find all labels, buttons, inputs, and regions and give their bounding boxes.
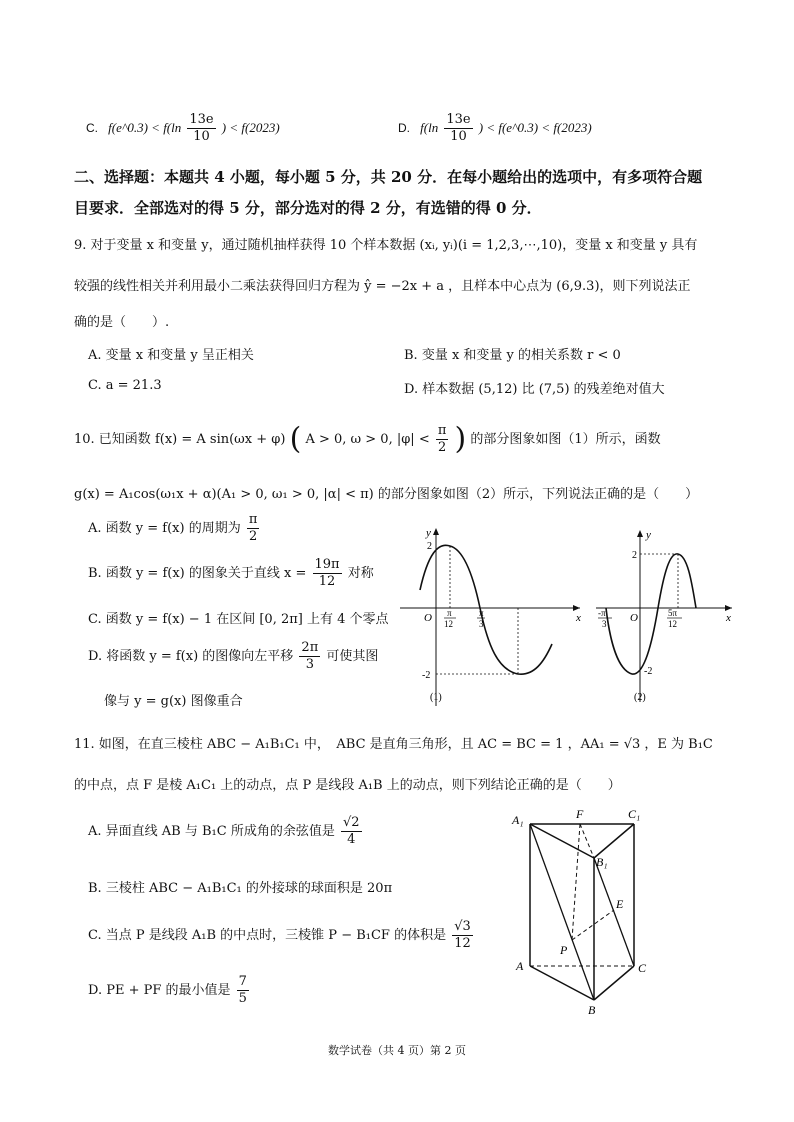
q9-line1: 9. 对于变量 x 和变量 y，通过随机抽样获得 10 个样本数据 (xᵢ, yᵢ)(i = 1,2,3,⋯,10)，变量 x 和变量 y 具有 [74,238,698,253]
q10-option-a-den: 2 [248,529,258,544]
q11-option-a-num: √2 [342,815,360,830]
graph1-x-label: x [576,612,581,624]
graph1-tick-y-top: 2 [427,541,432,552]
q10-graph-2 [592,524,738,708]
q10-line1-frac [436,423,449,456]
graph2-caption: (2) [634,692,646,703]
graph2-x-label: x [726,612,731,624]
q8-option-c-frac-den: 10 [193,129,210,144]
edge-a-b [530,966,594,1000]
edge-b-c [594,966,634,1000]
q10-option-d [88,640,378,673]
q11-option-d-den: 5 [238,991,247,1006]
q10-option-b-right: 对称 [347,566,374,581]
segment-a1-b [530,824,594,1000]
q10-line1-left: 10. 已知函数 f(x) = A sin(ωx + φ) [74,432,286,447]
q9-option-a: A. 变量 x 和变量 y 呈正相关 [88,348,254,363]
q10-option-c: C. 函数 y = f(x) − 1 在区间 [0, 2π] 上有 4 个零点 [88,612,389,627]
q9-option-d: D. 样本数据 (5,12) 比 (7,5) 的残差绝对值大 [404,382,665,397]
q10-line1-cond: A > 0, ω > 0, |φ| < [305,432,430,447]
q10-line1 [74,423,661,456]
q11-prism-figure [508,806,668,1020]
graph2-y-arrow [637,530,643,537]
q10-option-a-left: A. 函数 y = f(x) 的周期为 [88,521,241,536]
graph1-caption: (1) [430,692,442,703]
q10-option-d-line2: 像与 y = g(x) 图像重合 [104,694,243,709]
q10-option-d-num: 2π [301,640,319,655]
q10-line1-right: 的部分图象如图（1）所示，函数 [470,432,661,447]
page-footer: 数学试卷（共 4 页）第 2 页 [328,1044,466,1057]
q9-line2: 较强的线性相关并利用最小二乘法获得回归方程为 ŷ = −2x + a ，且样本中心点为 (6,9.3)，则下列说法正 [74,279,691,294]
q10-option-b-num: 19π [314,557,340,572]
q11-option-c-num: √3 [454,919,471,934]
graph1-y-label: y [426,527,431,539]
q11-option-c-frac [452,919,473,952]
q11-option-a [88,815,364,848]
label-b: B [588,1003,596,1017]
q10-graph-1 [396,524,588,708]
graph1-tick-x2-den: 3 [479,619,484,629]
q8-option-d [398,112,592,145]
q11-option-a-den: 4 [347,832,356,847]
q11-option-d-left: D. PE + PF 的最小值是 [88,983,231,998]
q8-option-c-frac-num: 13e [189,112,214,127]
graph1-origin: O [424,612,432,624]
q11-option-c-left: C. 当点 P 是线段 A₁B 的中点时，三棱锥 P − B₁CF 的体积是 [88,928,447,943]
q11-option-d [88,974,251,1007]
q8-option-c-expr-left: f(e^0.3) < f(ln [108,120,182,135]
q11-option-a-frac [341,815,362,848]
q8-option-c-expr-right: ) < f(2023) [221,120,280,135]
graph2-y-label: y [646,529,651,541]
q9-option-c: C. a = 21.3 [88,378,162,393]
graph1-tick-x2-num: π [479,608,484,618]
graph2-tick-xneg-num: -π [598,608,606,618]
label-e: E [616,897,624,911]
q8-option-d-frac [444,112,472,145]
q11-line2: 的中点，点 F 是棱 A₁C₁ 上的动点，点 P 是线段 A₁B 上的动点，则下列结论正确的是（ ） [74,778,621,793]
graph2-tick-y-top: 2 [632,550,637,561]
q10-option-b-frac [313,557,342,590]
q10-option-a-frac [247,512,260,545]
q10-option-b-left: B. 函数 y = f(x) 的图象关于直线 x = [88,566,307,581]
q11-option-d-num: 7 [238,974,247,989]
q10-option-d-den: 3 [305,657,314,672]
graph2-x-arrow [725,605,732,611]
graph1-tick-x1-num: π [447,608,452,618]
q10-option-a [88,512,261,545]
segment-f-p [572,824,580,940]
q11-option-c [88,919,475,952]
q9-option-b: B. 变量 x 和变量 y 的相关系数 r < 0 [404,348,621,363]
label-a: A [516,959,524,973]
q10-line2: g(x) = A₁cos(ω₁x + α)(A₁ > 0, ω₁ > 0, |α| < π) 的部分图象如图（2）所示，下列说法正确的是（ ） [74,487,699,502]
q9-line3: 确的是（ ）. [74,315,170,330]
segment-p-e [572,910,614,940]
q10-option-d-frac [299,640,320,673]
q10-line1-frac-den: 2 [437,440,447,455]
q8-option-d-expr-left: f(ln [420,120,439,135]
graph2-tick-xneg-den: 3 [602,619,607,629]
q8-option-d-frac-den: 10 [450,129,467,144]
q10-option-d-right: 可使其图 [326,649,379,664]
q10-close-paren: ) [454,421,467,457]
graph1-y-arrow [433,528,439,535]
q10-option-b [88,557,374,590]
segment-f-b1 [580,824,594,858]
graph2-tick-y-bottom: -2 [644,666,653,677]
graph1-x-arrow [573,605,580,611]
segment-b1-c [594,858,634,966]
label-c: C [638,961,647,975]
label-p: P [560,943,568,957]
graph2-tick-x-den: 12 [668,619,677,629]
graph2-curve [606,554,696,674]
edge-a1-b1 [530,824,594,858]
q10-option-b-den: 12 [318,574,336,589]
label-b1: B₁ [596,855,608,869]
label-f: F [576,807,584,821]
graph1-curve [420,545,552,674]
q10-option-d-left: D. 将函数 y = f(x) 的图像向左平移 [88,649,294,664]
q11-line1: 11. 如图，在直三棱柱 ABC − A₁B₁C₁ 中， ABC 是直角三角形，且 AC = BC = 1 ，AA₁ = √3 ，E 为 B₁C [74,737,713,752]
q11-option-a-left: A. 异面直线 AB 与 B₁C 所成角的余弦值是 [88,824,335,839]
graph1-tick-x1-den: 12 [444,619,453,629]
q8-option-d-expr-right: ) < f(e^0.3) < f(2023) [478,120,592,135]
graph2-tick-x-num: 5π [668,608,678,618]
section2-heading-line1: 二、选择题：本题共 4 小题，每小题 5 分，共 20 分．在每小题给出的选项中，有多项符合题 [74,168,703,186]
q10-line1-frac-num: π [437,423,447,438]
q8-option-d-frac-num: 13e [446,112,471,127]
q10-option-a-num: π [248,512,258,527]
q8-option-c-frac [187,112,215,145]
section2-heading-line2: 目要求．全部选对的得 5 分，部分选对的得 2 分，有选错的得 0 分． [74,199,542,217]
label-c1: C₁ [628,807,641,821]
q8-option-c-label: C. [86,121,98,135]
q11-option-d-frac [237,974,249,1007]
q11-option-c-den: 12 [454,936,471,951]
graph1-tick-y-bottom: -2 [422,670,431,681]
label-a1: A₁ [512,813,524,827]
q10-open-paren: ( [289,421,302,457]
q8-option-c [86,112,280,145]
graph2-origin: O [630,612,638,624]
edge-b1-c1 [594,824,634,858]
q8-option-d-label: D. [398,121,410,135]
q11-option-b: B. 三棱柱 ABC − A₁B₁C₁ 的外接球的球面积是 20π [88,881,393,896]
